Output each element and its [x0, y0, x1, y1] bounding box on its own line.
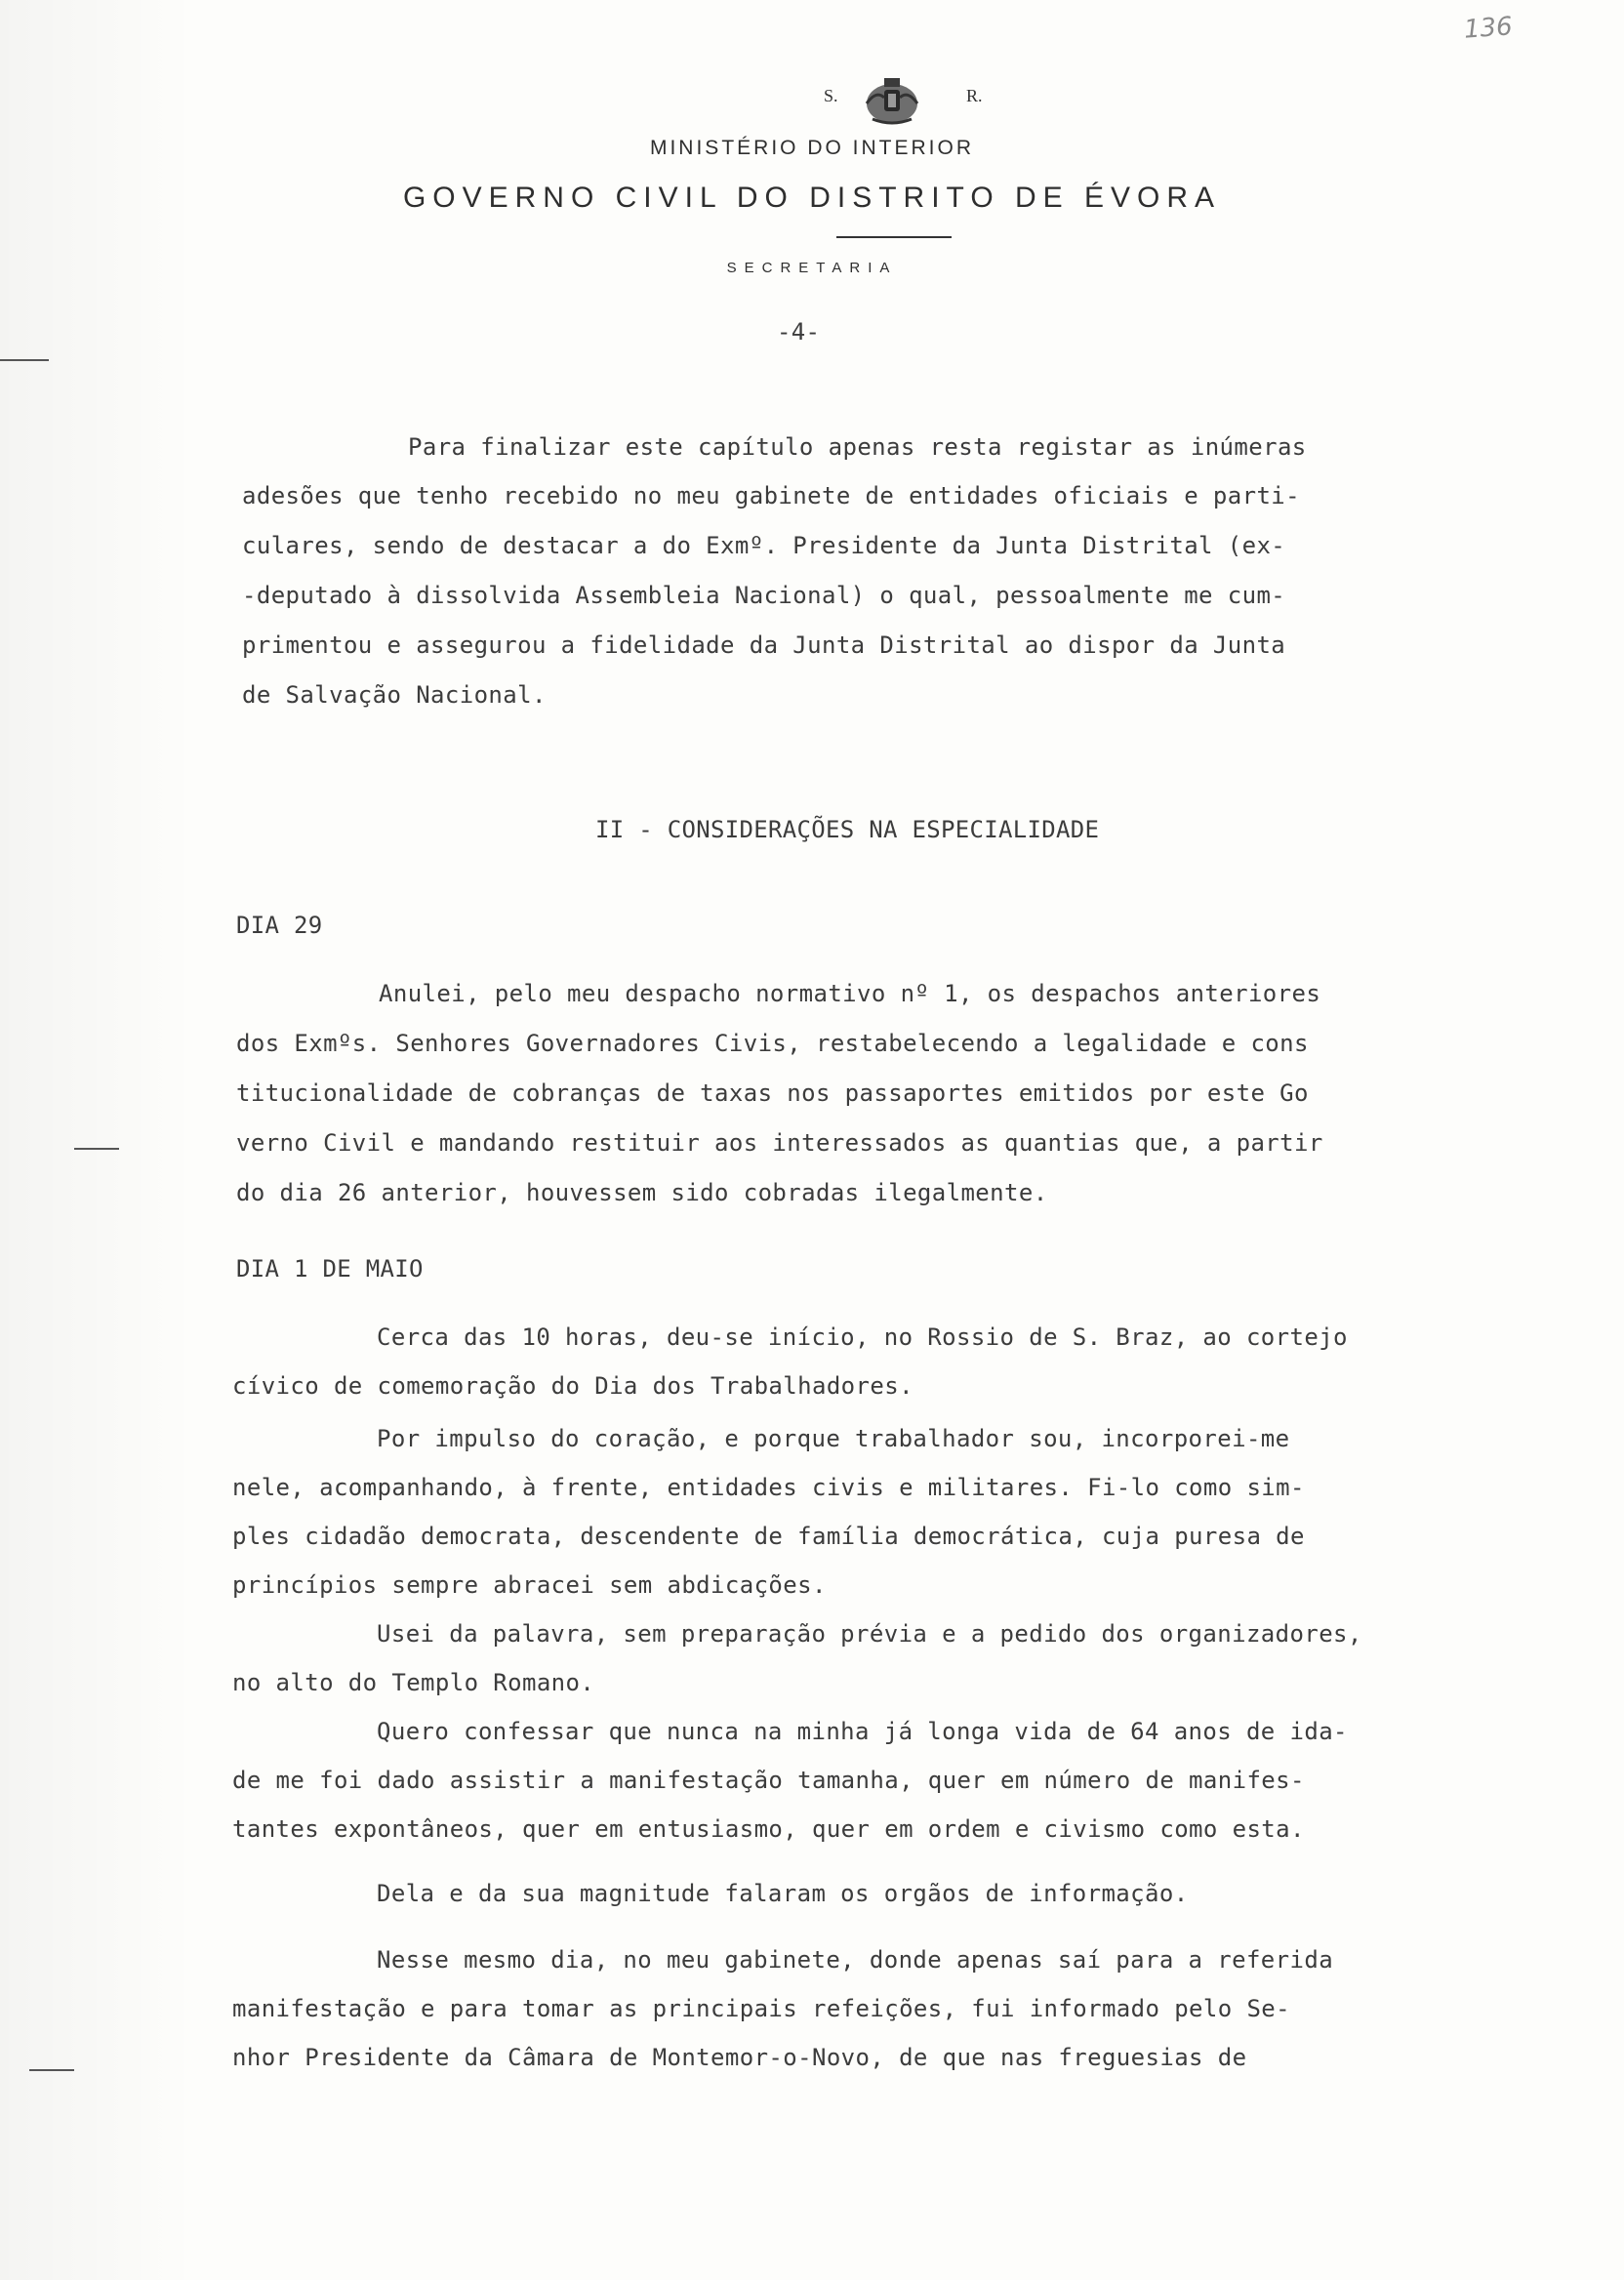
day-1-may-line: tantes expontâneos, quer em entusiasmo, quer em ordem e civismo como esta.: [232, 1815, 1305, 1843]
intro-line: culares, sendo de destacar a do Exmº. Presidente da Junta Distrital (ex-: [242, 532, 1286, 559]
day-1-may-line: Quero confessar que nunca na minha já longa vida de 64 anos de ida-: [377, 1718, 1348, 1745]
day-1-may-line: nele, acompanhando, à frente, entidades civis e militares. Fi-lo como sim-: [232, 1474, 1305, 1501]
intro-line: adesões que tenho recebido no meu gabinete de entidades oficiais e parti-: [242, 482, 1300, 509]
intro-line: Para finalizar este capítulo apenas resta registar as inúmeras: [408, 433, 1307, 461]
coat-of-arms-icon: [863, 70, 921, 129]
section-heading: II - CONSIDERAÇÕES NA ESPECIALIDADE: [595, 816, 1100, 843]
day-1-may-line: Usei da palavra, sem preparação prévia e a pedido dos organizadores,: [377, 1620, 1362, 1648]
day-1-may-line: Por impulso do coração, e porque trabalhador sou, incorporei-me: [377, 1425, 1290, 1452]
department-title: SECRETARIA: [726, 260, 898, 276]
intro-line: de Salvação Nacional.: [242, 681, 547, 709]
day-1-may-line: Cerca das 10 horas, deu-se início, no Rossio de S. Braz, ao cortejo: [377, 1323, 1348, 1351]
ministry-title: MINISTÉRIO DO INTERIOR: [649, 137, 974, 159]
day-1-may-line: Dela e da sua magnitude falaram os orgãos de informação.: [377, 1880, 1189, 1907]
intro-line: primentou e assegurou a fidelidade da Junta Distrital ao dispor da Junta: [242, 631, 1286, 659]
handwritten-page-number: 136: [1463, 12, 1514, 45]
day-1-may-line: cívico de comemoração do Dia dos Trabalhadores.: [232, 1372, 914, 1400]
day-29-line: Anulei, pelo meu despacho normativo nº 1, os despachos anteriores: [379, 980, 1321, 1007]
day-1-may-line: de me foi dado assistir a manifestação tamanha, quer em número de manifes-: [232, 1767, 1305, 1794]
day-29-line: dos Exmºs. Senhores Governadores Civis, restabelecendo a legalidade e cons: [236, 1030, 1309, 1057]
margin-mark: [0, 359, 49, 361]
seal-left-letter: S.: [824, 86, 838, 105]
day-29-label: DIA 29: [236, 912, 323, 939]
seal-right-letter: R.: [966, 86, 983, 105]
margin-mark: [74, 1148, 119, 1150]
day-1-may-line: manifestação e para tomar as principais refeições, fui informado pelo Se-: [232, 1995, 1290, 2022]
day-1-may-line: no alto do Templo Romano.: [232, 1669, 595, 1696]
day-1-may-line: ples cidadão democrata, descendente de família democrática, cuja puresa de: [232, 1523, 1305, 1550]
page-number: -4-: [777, 318, 821, 346]
day-1-may-label: DIA 1 DE MAIO: [236, 1255, 424, 1282]
government-title: GOVERNO CIVIL DO DISTRITO DE ÉVORA: [402, 182, 1222, 214]
day-1-may-line: princípios sempre abracei sem abdicações.: [232, 1571, 827, 1599]
letterhead-divider: [836, 236, 952, 238]
day-29-line: do dia 26 anterior, houvessem sido cobradas ilegalmente.: [236, 1179, 1048, 1206]
scan-shadow: [0, 0, 195, 2280]
intro-line: -deputado à dissolvida Assembleia Nacional) o qual, pessoalmente me cum-: [242, 582, 1286, 609]
margin-mark: [29, 2069, 74, 2071]
day-29-line: titucionalidade de cobranças de taxas nos passaportes emitidos por este Go: [236, 1079, 1309, 1107]
letterhead-seal-row: [0, 70, 1624, 129]
day-1-may-line: nhor Presidente da Câmara de Montemor-o-Novo, de que nas freguesias de: [232, 2044, 1247, 2071]
day-1-may-line: Nesse mesmo dia, no meu gabinete, donde apenas saí para a referida: [377, 1946, 1334, 1974]
day-29-line: verno Civil e mandando restituir aos interessados as quantias que, a partir: [236, 1129, 1323, 1157]
